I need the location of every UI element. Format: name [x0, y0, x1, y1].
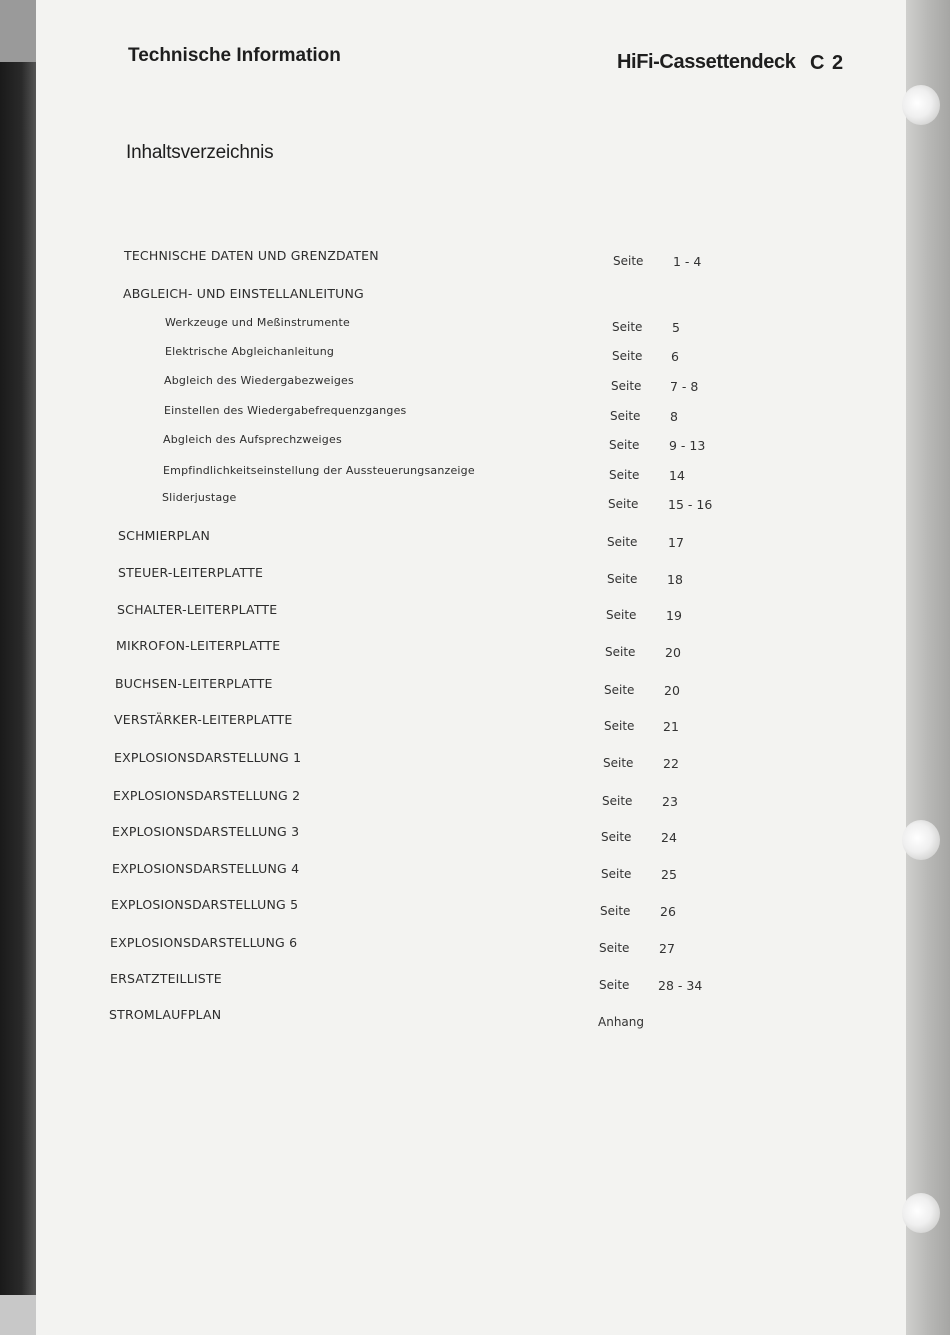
toc-entry-label: Seite — [607, 572, 638, 586]
toc-entry-title: ERSATZTEILLISTE — [110, 971, 222, 986]
toc-subentry-title: Abgleich des Wiedergabezweiges — [164, 374, 354, 387]
toc-entry-title: EXPLOSIONSDARSTELLUNG 6 — [110, 935, 298, 950]
toc-entry-label: Seite — [606, 608, 637, 622]
toc-entry-title: TECHNISCHE DATEN UND GRENZDATEN — [124, 248, 379, 263]
toc-entry-label: Seite — [612, 320, 643, 334]
scan-left-border — [0, 0, 36, 1335]
toc-entry-page: 27 — [659, 941, 675, 956]
toc-entry-label: Seite — [608, 497, 639, 511]
toc-entry-title: STEUER-LEITERPLATTE — [118, 565, 264, 580]
toc-entry-page: 14 — [669, 468, 685, 483]
header-product: HiFi-Cassettendeck — [617, 51, 796, 73]
toc-entry-title: EXPLOSIONSDARSTELLUNG 5 — [111, 897, 299, 912]
toc-entry-page: 23 — [662, 794, 678, 809]
toc-entry-page: 9 - 13 — [669, 438, 706, 453]
toc-entry-page: 8 — [670, 409, 678, 424]
toc-entry-label: Seite — [605, 645, 636, 659]
toc-entry-label: Seite — [607, 535, 638, 549]
toc-entry-title: STROMLAUFPLAN — [109, 1007, 222, 1022]
header-model-code: C 2 — [810, 52, 845, 74]
toc-entry-title: VERSTÄRKER-LEITERPLATTE — [114, 712, 293, 727]
punch-hole-icon — [902, 85, 940, 125]
punch-hole-icon — [902, 820, 940, 860]
toc-entry-label: Seite — [603, 756, 634, 770]
binder-edge — [906, 0, 950, 1335]
toc-entry-label: Seite — [613, 254, 644, 268]
toc-entry-page: 25 — [661, 867, 677, 882]
toc-entry-title: SCHALTER-LEITERPLATTE — [117, 602, 278, 617]
toc-entry-title: BUCHSEN-LEITERPLATTE — [115, 676, 273, 691]
toc-entry-page: 21 — [663, 719, 679, 734]
toc-entry-page: 5 — [672, 320, 680, 335]
toc-section-heading: ABGLEICH- UND EINSTELLANLEITUNG — [123, 286, 364, 301]
toc-entry-label: Seite — [599, 941, 630, 955]
toc-entry-title: EXPLOSIONSDARSTELLUNG 3 — [112, 824, 300, 839]
toc-entry-label: Seite — [602, 794, 633, 808]
toc-entry-page: 20 — [665, 645, 681, 660]
toc-entry-label: Seite — [611, 379, 642, 393]
toc-entry-page: 20 — [664, 683, 680, 698]
toc-heading: Inhaltsverzeichnis — [126, 142, 274, 163]
toc-subentry-title: Einstellen des Wiedergabefrequenzganges — [164, 404, 407, 417]
toc-subentry-title: Elektrische Abgleichanleitung — [165, 345, 335, 358]
toc-entry-title: MIKROFON-LEITERPLATTE — [116, 638, 281, 653]
toc-subentry-title: Empfindlichkeitseinstellung der Aussteuerungsanzeige — [163, 464, 475, 477]
toc-entry-label: Seite — [604, 683, 635, 697]
header-left-title: Technische Information — [128, 45, 341, 66]
toc-entry-page: 17 — [668, 535, 684, 550]
toc-entry-page: 6 — [671, 349, 679, 364]
toc-entry-page: 7 - 8 — [670, 379, 699, 394]
toc-entry-label: Seite — [612, 349, 643, 363]
toc-entry-page: 26 — [660, 904, 676, 919]
toc-entry-page: 18 — [667, 572, 683, 587]
toc-entry-page: 19 — [666, 608, 682, 623]
toc-subentry-title: Werkzeuge und Meßinstrumente — [165, 316, 350, 329]
scan-left-border-bottom — [0, 1295, 36, 1335]
toc-entry-title: EXPLOSIONSDARSTELLUNG 1 — [114, 750, 302, 765]
toc-entry-title: SCHMIERPLAN — [118, 528, 211, 543]
document-page — [36, 0, 906, 1335]
punch-hole-icon — [902, 1193, 940, 1233]
toc-entry-label: Seite — [610, 409, 641, 423]
toc-entry-page: 22 — [663, 756, 679, 771]
toc-entry-label: Seite — [604, 719, 635, 733]
toc-entry-page: 28 - 34 — [658, 978, 703, 993]
toc-subentry-title: Sliderjustage — [162, 491, 237, 504]
toc-entry-title: EXPLOSIONSDARSTELLUNG 4 — [112, 861, 300, 876]
toc-entry-page: 1 - 4 — [673, 254, 702, 269]
toc-entry-page: 15 - 16 — [668, 497, 713, 512]
toc-entry-page: 24 — [661, 830, 677, 845]
toc-subentry-title: Abgleich des Aufsprechzweiges — [163, 433, 342, 446]
toc-entry-label: Seite — [609, 468, 640, 482]
scan-left-border-top — [0, 0, 36, 62]
toc-entry-label: Seite — [609, 438, 640, 452]
toc-entry-label: Seite — [601, 867, 632, 881]
toc-entry-label: Anhang — [598, 1015, 644, 1029]
toc-entry-title: EXPLOSIONSDARSTELLUNG 2 — [113, 788, 301, 803]
toc-entry-label: Seite — [599, 978, 630, 992]
toc-entry-label: Seite — [601, 830, 632, 844]
toc-entry-label: Seite — [600, 904, 631, 918]
